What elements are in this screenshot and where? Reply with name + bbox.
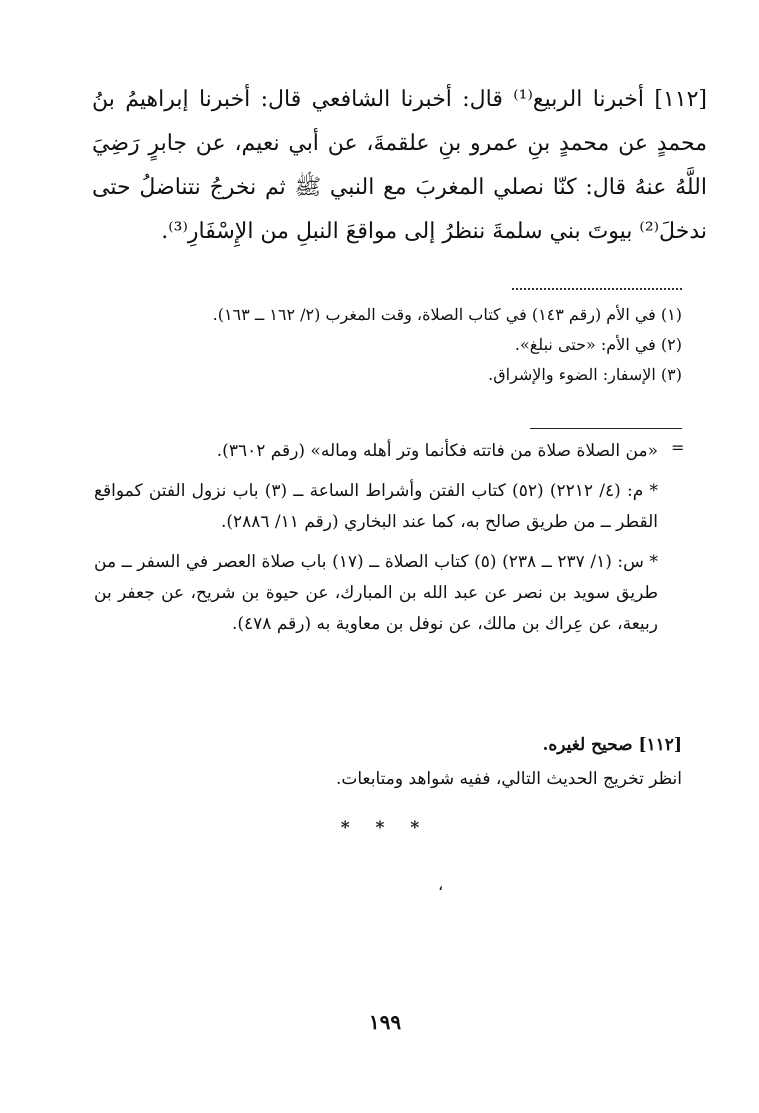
continuation-mark: = bbox=[671, 438, 685, 457]
note-item-2: * م: (٤/ ٢٢١٢) (٥٢) كتاب الفتن وأشراط الساعة ــ (٣) باب نزول الفتن كمواقع القطر ــ من طريق صالح به، كما عند البخاري (رقم ١١/ ٢٨٨٦). bbox=[94, 481, 658, 532]
ruling-text: انظر تخريج الحديث التالي، ففيه شواهد ومتابعات. bbox=[335, 769, 682, 789]
hadith-ruling bbox=[220, 728, 682, 796]
stray-mark: ، bbox=[438, 875, 444, 894]
footnote-3: (٣) الإسفار: الضوء والإشراق. bbox=[488, 365, 682, 384]
takhrij-notes bbox=[94, 436, 658, 649]
footnotes bbox=[92, 300, 682, 390]
hadith-text bbox=[92, 78, 707, 254]
hadith-paragraph: [١١٢] أخبرنا الربيع⁽¹⁾ قال: أخبرنا الشافعي قال: أخبرنا إبراهيمُ بنُ محمدٍ عن محمدٍ بنِ عمرو بنِ علقمةَ، عن أبي نعيم، عن جابرٍ رَضِيَ اللَّهُ عنهُ قال: كنّا نصلي المغربَ مع النبي ﷺ ثم نخرجُ نتناضلُ حتى ندخلَ⁽²⁾ بيوتَ بني سلمةَ ننظرُ إلى مواقعَ النبلِ من الإِسْفَارِ⁽³⁾. bbox=[92, 87, 707, 244]
dotted-separator bbox=[512, 288, 682, 290]
page-number: ١٩٩ bbox=[368, 1010, 402, 1034]
ruling-heading: [١١٢] صحيح لغيره. bbox=[542, 735, 682, 755]
footnote-1: (١) في الأم (رقم ١٤٣) في كتاب الصلاة، وقت المغرب (٢/ ١٦٢ ــ ١٦٣). bbox=[212, 305, 682, 324]
section-divider-asterisks: * * * bbox=[340, 818, 430, 838]
note-item-1: «من الصلاة صلاة من فاتته فكأنما وتر أهله وماله» (رقم ٣٦٠٢). bbox=[216, 441, 658, 461]
footnote-2: (٢) في الأم: «حتى نبلغ». bbox=[514, 335, 682, 354]
solid-separator bbox=[530, 428, 682, 429]
note-item-3: * س: (١/ ٢٣٧ ــ ٢٣٨) (٥) كتاب الصلاة ــ (١٧) باب صلاة العصر في السفر ــ من طريق سويد بن نصر عن عبد الله بن المبارك، عن حيوة بن شريح، عن جعفر بن ربيعة، عن عِراك بن مالك، عن نوفل بن معاوية به (رقم ٤٧٨). bbox=[94, 552, 659, 634]
